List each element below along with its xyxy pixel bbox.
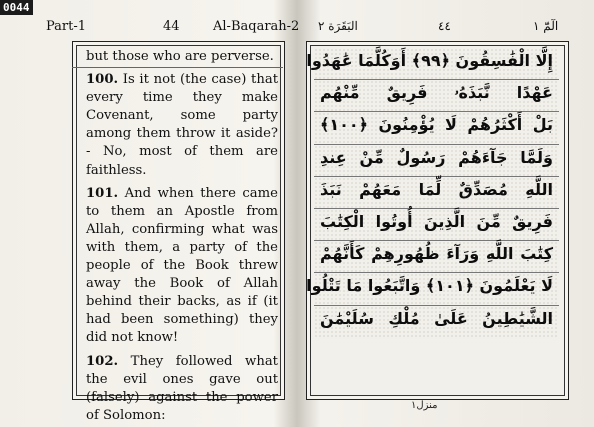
arabic-line: الشَّيَٰطِينُ عَلَىٰ مُلْكِ سُلَيْمَٰنَ [314, 306, 559, 337]
verse-text: Is it not (the case) that every time they make Covenant, some party among them throw it aside? - No, most of them are faithless. [86, 72, 278, 178]
arabic-line: كِتَٰبَ اللَّهِ وَرَآءَ ظُهُورِهِمْ كَأَنَّهُمْ [314, 241, 559, 273]
english-text-block [86, 48, 278, 425]
verse-102 [86, 353, 278, 425]
arabic-text-block [306, 48, 559, 337]
arabic-line: عَهْدًا نَّبَذَهُۥ فَرِيقٌ مِّنْهُم [314, 80, 559, 112]
arabic-line: لَا يَعْلَمُونَ ﴿١٠١﴾ وَاتَّبَعُوا مَا تَتْلُوا [314, 273, 559, 305]
verse-number: 102. [86, 353, 119, 369]
header-arabic-part: الٓمّٓ ١ [533, 19, 559, 33]
header-arabic-page-number: ٤٤ [438, 19, 451, 33]
arabic-line: بَلْ أَكْثَرُهُمْ لَا يُؤْمِنُونَ ﴿١٠٠﴾ [314, 112, 559, 144]
arabic-line: وَلَمَّا جَآءَهُمْ رَسُولٌ مِّنْ عِندِ [314, 145, 559, 177]
page-badge: 0044 [0, 0, 33, 15]
verse-100 [86, 71, 278, 180]
verse-99-end: but those who are perverse. [86, 49, 274, 64]
verse-text: And when there came to them an Apostle from Allah, confirming what was with them, a party of the people of the Book threw away the Book of Allah behind their backs, as if (it had been something) they did not know! [86, 185, 278, 346]
header-page-number: 44 [163, 19, 180, 34]
verse-text: They followed what the evil ones gave out (falsely) against the power of Solomon: [86, 353, 278, 423]
verse-number: 101. [86, 185, 119, 201]
header-surah: Al-Baqarah-2 [213, 19, 300, 34]
verse-number: 100. [86, 72, 119, 88]
header-part: Part-1 [46, 19, 87, 34]
arabic-line: إِلَّا الْفَٰسِقُونَ ﴿٩٩﴾ أَوَكُلَّمَا عَٰهَدُوا [314, 48, 559, 80]
arabic-line: فَرِيقٌ مِّنَ الَّذِينَ أُوتُوا الْكِتَٰبَ [314, 209, 559, 241]
arabic-line: اللَّهِ مُصَدِّقٌ لِّمَا مَعَهُمْ نَبَذَ [314, 177, 559, 209]
manzil-mark: منزل١ [411, 400, 438, 411]
header-arabic-title: البَقَرَة ٢ [318, 19, 358, 33]
verse-101 [86, 185, 278, 348]
